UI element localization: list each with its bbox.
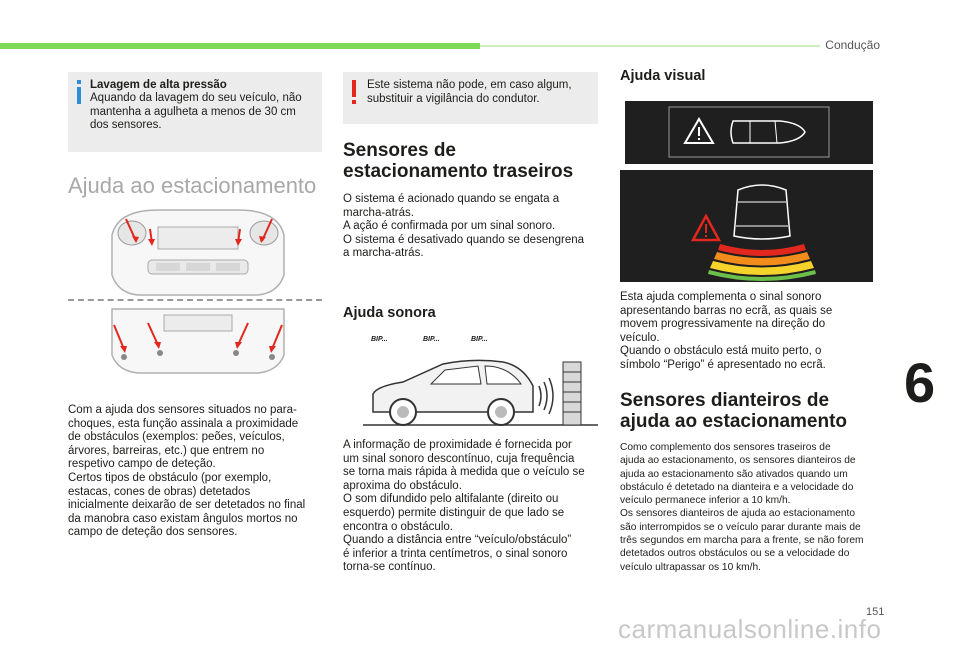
header-accent-bar-light [480, 45, 820, 47]
info-box [68, 72, 322, 152]
left-title: Ajuda ao estacionamento [68, 173, 317, 198]
front-sensors-text: Como complemento dos sensores traseiros de ajuda ao estacionamento, os sensores dianteiros de ajuda ao estacionamento são ativados quando um obstáculo é detetado na dianteira e a velocidade do veículo permanece inferior a 10 km/h. Os sensores dianteiros de ajuda ao estacionamento são interrompidos se o veículo parar durante mais de três segundos em marcha para a frente, se não forem detetados outros obstáculos ou se a velocidade do veículo ultrapassar os 10 km/h. [620, 442, 864, 573]
rear-sensors-title: Sensores de estacionamento traseiros [343, 140, 574, 182]
info-title: Lavagem de alta pressão [90, 79, 227, 91]
beep-label: BIP... [423, 336, 440, 343]
beep-car-illustration [343, 332, 598, 427]
parking-screen-top [625, 101, 873, 164]
audio-aid-body: A informação de proximidade é fornecida por um sinal sonoro descontínuo, cuja frequência se torna mais rápida à medida que o veículo se aproxima do obstáculo. O som difundido pelo altifalante (direito ou esquerdo) permite distinguir de que lado se encontra o obstáculo. Quando a distância entre “veículo/obstáculo” é inferior a trinta centímetros, o sinal sonoro torna-se contínuo. [343, 439, 585, 574]
visual-aid-title: Ajuda visual [620, 68, 706, 84]
audio-aid-title: Ajuda sonora [343, 305, 436, 321]
header-accent-bar [0, 43, 480, 49]
beep-label: BIP... [471, 336, 488, 343]
warning-box [343, 72, 598, 124]
page-number: 151 [866, 606, 885, 618]
visual-aid-body: Esta ajuda complementa o sinal sonoro apresentando barras no ecrã, as quais se movem progressivamente na direção do veículo. Quando o obstáculo está muito perto, o símbolo “Perigo” é apresentado no ecrã. [620, 291, 833, 371]
rear-bumper-illustration [108, 305, 288, 377]
dashed-divider [68, 299, 322, 301]
parking-screen-bottom [620, 170, 873, 282]
warning-text: Este sistema não pode, em caso algum, substituir a vigilância do condutor. [367, 79, 572, 105]
warning-icon [351, 80, 357, 104]
beep-label: BIP... [371, 336, 388, 343]
info-icon [76, 80, 82, 104]
info-text: Aquando da lavagem do seu veículo, não mantenha a agulheta a menos de 30 cm dos sensores. [90, 92, 302, 132]
rear-sensors-intro: O sistema é acionado quando se engata a marcha-atrás. A ação é confirmada por um sinal sonoro. O sistema é desativado quando se desengrena a marcha-atrás. [343, 193, 585, 260]
front-bumper-illustration [108, 205, 288, 300]
left-body: Com a ajuda dos sensores situados no para- choques, esta função assinala a proximidade de obstáculos (exemplos: peões, veículos, árvores, barreiras, etc.) que entrem no respetivo campo de deteção. Certos tipos de obstáculo (por exemplo, estacas, cones de obras) detetados inicialmente deixarão de ser detetados no final da manobra caso existam ângulos mortos no campo de deteção dos sensores. [68, 404, 306, 539]
chapter-number: 6 [904, 351, 936, 414]
watermark: carmanualsonline.info [618, 614, 882, 644]
front-sensors-title: Sensores dianteiros de ajuda ao estacionamento [620, 390, 848, 432]
section-title: Condução [825, 38, 880, 52]
